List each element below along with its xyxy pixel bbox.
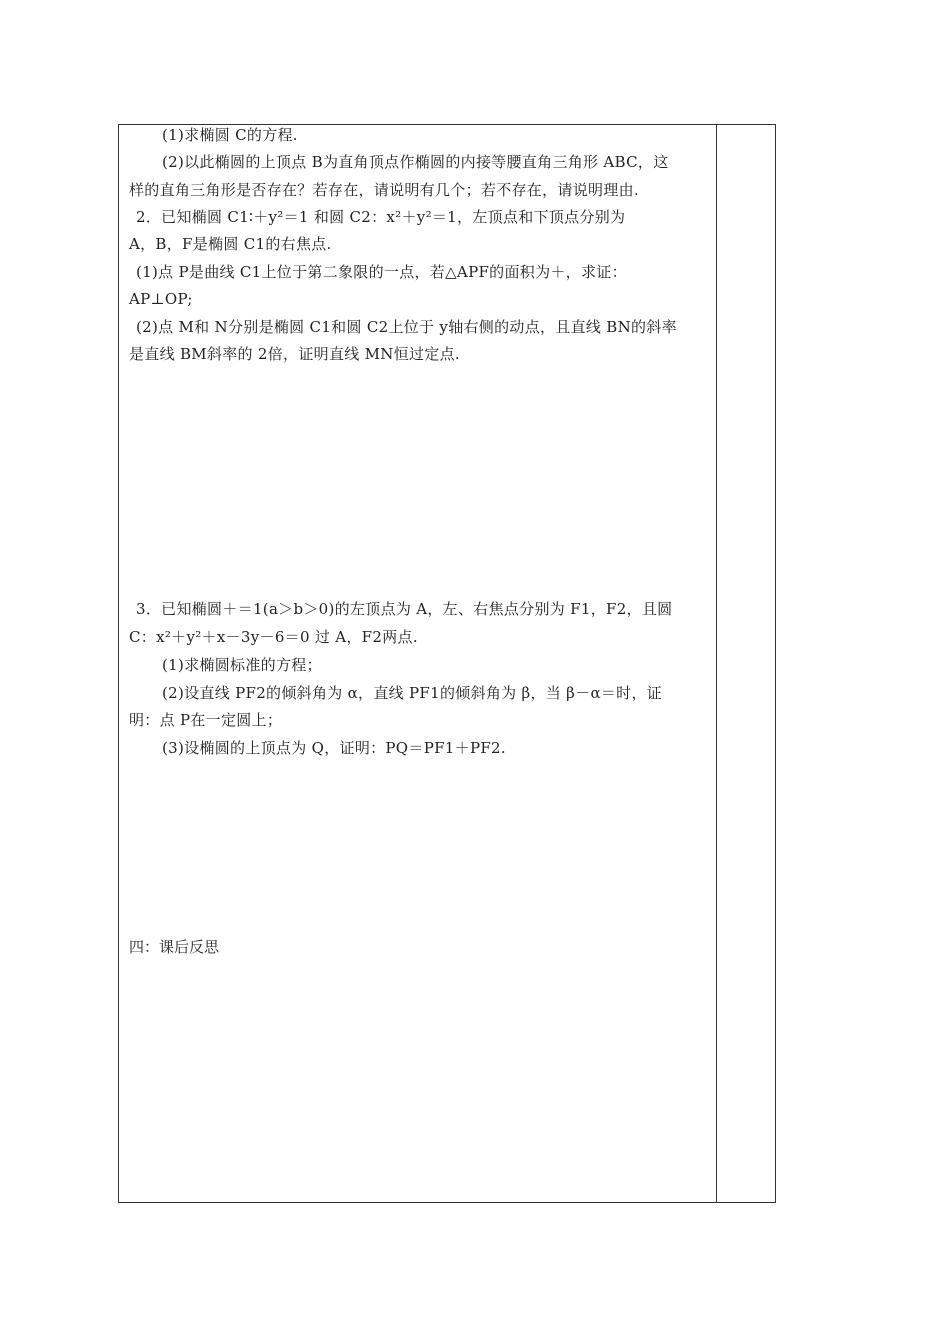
problem3-part3: (3)设椭圆的上顶点为 Q，证明：PQ＝PF1＋PF2. xyxy=(162,739,506,757)
problem2-part2-line2: 是直线 BM斜率的 2倍，证明直线 MN恒过定点. xyxy=(129,345,460,363)
problem3-part1: (1)求椭圆标准的方程； xyxy=(162,656,322,674)
table-column-divider xyxy=(716,124,717,1203)
problem3-part2-line2: 明：点 P在一定圆上； xyxy=(129,711,283,729)
problem2-part2-line1: (2)点 M和 N分别是椭圆 C1和圆 C2上位于 y轴右侧的动点，且直线 BN的斜率 xyxy=(136,318,677,336)
problem3-stem-line1: 3．已知椭圆＋＝1(a＞b＞0)的左顶点为 A，左、右焦点分别为 F1，F2，且圆 xyxy=(136,600,673,618)
problem3-part2-line1: (2)设直线 PF2的倾斜角为 α，直线 PF1的倾斜角为 β，当 β－α＝时，证 xyxy=(162,684,663,702)
problem1-part2-line1: (2)以此椭圆的上顶点 B为直角顶点作椭圆的内接等腰直角三角形 ABC，这 xyxy=(162,153,669,171)
section-title-reflection: 四：课后反思 xyxy=(129,938,220,956)
problem2-stem-line1: 2．已知椭圆 C1∶＋y²＝1 和圆 C2：x²＋y²＝1，左顶点和下顶点分别为 xyxy=(136,208,626,226)
problem2-part1-line1: (1)点 P是曲线 C1上位于第二象限的一点，若△APF的面积为＋，求证： xyxy=(136,263,627,281)
problem2-part1-line2: AP⊥OP; xyxy=(129,290,193,308)
problem2-stem-line2: A，B，F是椭圆 C1的右焦点. xyxy=(129,235,332,253)
problem1-part1: (1)求椭圆 C的方程. xyxy=(162,126,298,144)
problem3-stem-line2: C：x²＋y²＋x－3y－6＝0 过 A，F2两点. xyxy=(129,628,418,646)
problem1-part2-line2: 样的直角三角形是否存在？若存在，请说明有几个；若不存在，请说明理由. xyxy=(129,181,639,199)
